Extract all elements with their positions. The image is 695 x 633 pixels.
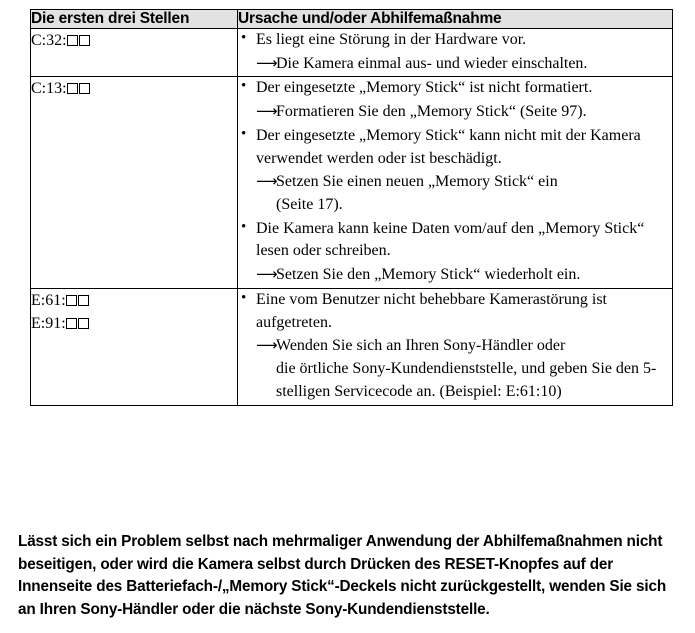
- remedy-text: Die Kamera einmal aus- und wieder einschalten.: [276, 54, 588, 72]
- remedy-text: Setzen Sie den „Memory Stick“ wiederholt ein.: [276, 266, 581, 284]
- cause-bullet: • Der eingesetzte „Memory Stick“ kann nicht mit der Kamera verwendet werden oder ist beschädigt.: [238, 125, 672, 170]
- error-code-placeholder-boxes: [67, 80, 91, 97]
- box-glyph: [79, 83, 90, 94]
- cause-bullet: • Die Kamera kann keine Daten vom/auf den „Memory Stick“ lesen oder schreiben.: [238, 218, 672, 263]
- error-code-text: C:13:: [31, 80, 67, 98]
- arrow-right-icon: ⟶: [256, 336, 277, 355]
- table-row: [31, 288, 673, 405]
- table-row: [31, 77, 673, 288]
- box-glyph: [78, 295, 89, 306]
- box-glyph: [79, 35, 90, 46]
- error-code-cell: [31, 29, 238, 77]
- remedy-text: Setzen Sie einen neuen „Memory Stick“ ein: [276, 173, 558, 191]
- cause-bullet: • Es liegt eine Störung in der Hardware vor.: [238, 29, 672, 52]
- error-code-placeholder-boxes: [66, 292, 90, 309]
- remedy-arrow-item: [238, 335, 672, 403]
- error-code-cell: [31, 77, 238, 288]
- arrow-right-icon: ⟶: [256, 102, 277, 121]
- error-code-text: E:61:: [31, 291, 66, 309]
- error-code: [31, 77, 237, 100]
- error-code: [31, 289, 237, 312]
- remedy-text: Formatieren Sie den „Memory Stick“ (Seite 97).: [276, 103, 587, 121]
- remedy-arrow-item: [238, 264, 672, 287]
- error-code: [31, 29, 237, 52]
- box-glyph: [67, 35, 78, 46]
- arrow-right-icon: ⟶: [256, 53, 277, 72]
- box-glyph: [66, 318, 77, 329]
- error-code-cell: [31, 288, 238, 405]
- cause-bullet: • Der eingesetzte „Memory Stick“ ist nicht formatiert.: [238, 77, 672, 100]
- arrow-right-icon: ⟶: [256, 265, 277, 284]
- cause-remedy-cell: [238, 29, 673, 77]
- remedy-arrow-item: [238, 171, 672, 216]
- cause-remedy-cell: [238, 77, 673, 288]
- error-code-text: E:91:: [31, 315, 66, 333]
- error-code-table: [30, 9, 673, 406]
- column-header-cause: Ursache und/oder Abhilfemaßnahme: [238, 10, 673, 29]
- cause-bullet: • Eine vom Benutzer nicht behebbare Kamerastörung ist aufgetreten.: [238, 289, 672, 334]
- remedy-text-continued: (Seite 17).: [276, 196, 343, 214]
- remedy-arrow-item: [238, 101, 672, 124]
- remedy-text: Wenden Sie sich an Ihren Sony-Händler oder: [276, 337, 566, 355]
- table-header: [31, 10, 673, 29]
- table-body: [31, 29, 673, 406]
- box-glyph: [78, 318, 89, 329]
- remedy-arrow-item: [238, 53, 672, 76]
- error-code-placeholder-boxes: [66, 315, 90, 332]
- remedy-text-continued: die örtliche Sony-Kundendienststelle, und geben Sie den 5-stelligen Servicecode an. (Beispiel: E:61:10): [276, 360, 657, 400]
- footer-note: Lässt sich ein Problem selbst nach mehrmaliger Anwendung der Abhilfemaßnahmen nicht beseitigen, oder wird die Kamera selbst durch Drücken des RESET-Knopfes auf der Innenseite des Batteriefach-/„Memory Stick“-Deckels nicht zurückgestellt, wenden Sie sich an Ihren Sony-Händler oder die nächste Sony-Kundendienststelle.: [18, 533, 667, 618]
- error-code-text: C:32:: [31, 32, 67, 49]
- table-header-row: [31, 10, 673, 29]
- column-header-code: Die ersten drei Stellen: [31, 10, 238, 29]
- error-code: [31, 312, 237, 335]
- cause-remedy-cell: [238, 288, 673, 405]
- table-row: [31, 29, 673, 77]
- error-code-placeholder-boxes: [67, 32, 91, 49]
- box-glyph: [66, 295, 77, 306]
- arrow-right-icon: ⟶: [256, 172, 277, 191]
- box-glyph: [67, 83, 78, 94]
